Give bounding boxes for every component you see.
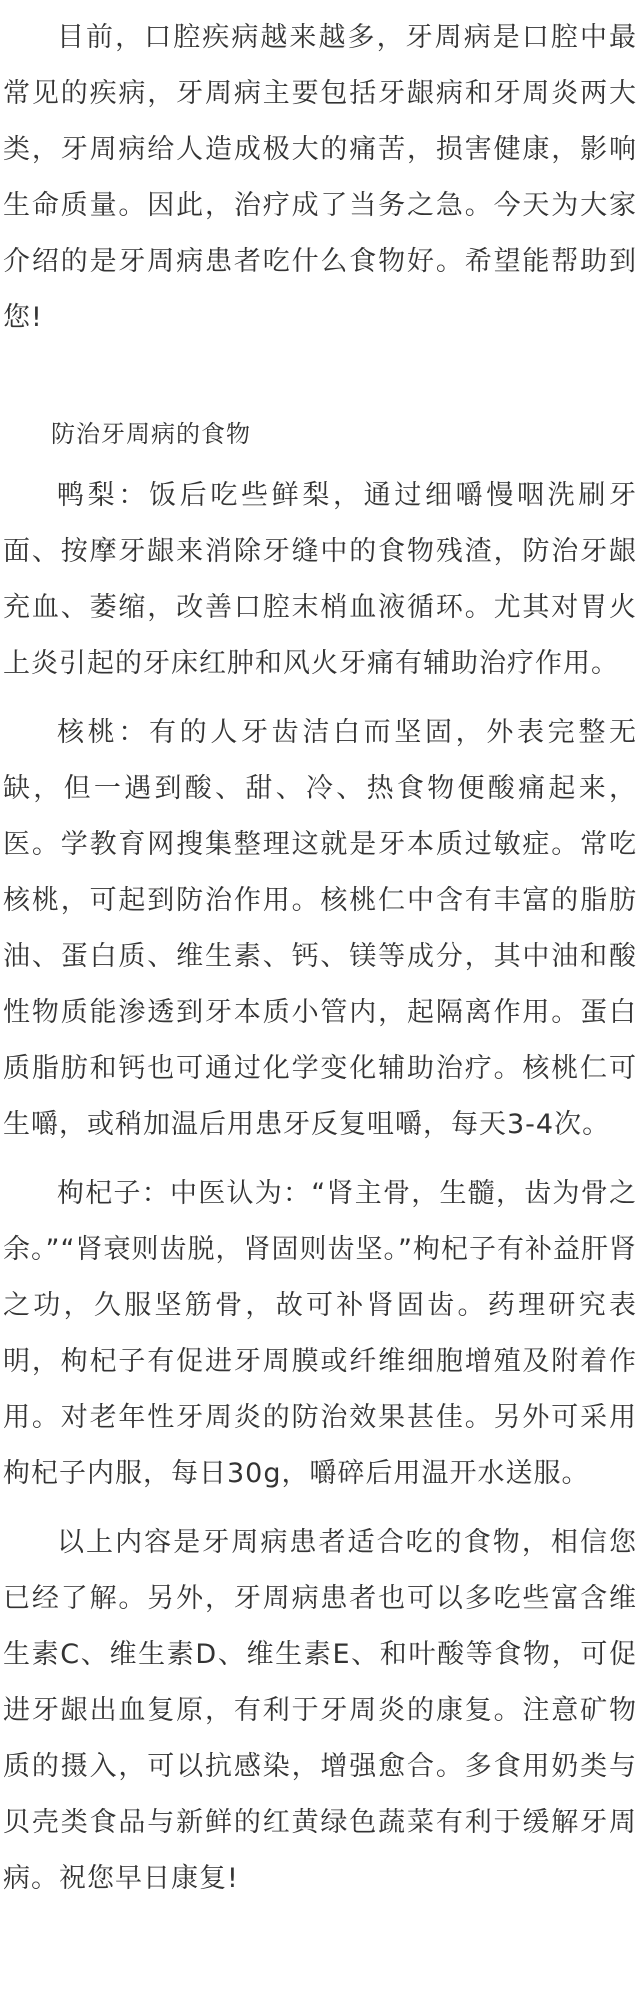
paragraph-pear: 鸭梨：饭后吃些鲜梨，通过细嚼慢咽洗刷牙面、按摩牙龈来消除牙缝中的食物残渣，防治牙龈充血、萎缩，改善口腔末梢血液循环。尤其对胃火上炎引起的牙床红肿和风火牙痛有辅助治疗作用。 <box>3 480 637 679</box>
section-heading: 防治牙周病的食物 <box>51 420 251 448</box>
intro-paragraph: 目前，口腔疾病越来越多，牙周病是口腔中最常见的疾病，牙周病主要包括牙龈病和牙周炎两大类，牙周病给人造成极大的痛苦，损害健康，影响生命质量。因此，治疗成了当务之急。今天为大家介绍的是牙周病患者吃什么食物好。希望能帮助到您! <box>3 22 637 333</box>
paragraph-goji: 枸杞子：中医认为：“肾主骨，生髓，齿为骨之余。”“肾衰则齿脱，肾固则齿坚。”枸杞子有补益肝肾之功，久服坚筋骨，故可补肾固齿。药理研究表明，枸杞子有促进牙周膜或纤维细胞增殖及附着作用。对老年性牙周炎的防治效果甚佳。另外可采用枸杞子内服，每日30g，嚼碎后用温开水送服。 <box>3 1178 637 1489</box>
conclusion-paragraph: 以上内容是牙周病患者适合吃的食物，相信您已经了解。另外，牙周病患者也可以多吃些富含维生素C、维生素D、维生素E、和叶酸等食物，可促进牙龈出血复原，有利于牙周炎的康复。注意矿物质的摄入，可以抗感染，增强愈合。多食用奶类与贝壳类食品与新鲜的红黄绿色蔬菜有利于缓解牙周病。祝您早日康复! <box>3 1527 637 1894</box>
paragraph-walnut: 核桃：有的人牙齿洁白而坚固，外表完整无缺，但一遇到酸、甜、冷、热食物便酸痛起来，医。学教育网搜集整理这就是牙本质过敏症。常吃核桃，可起到防治作用。核桃仁中含有丰富的脂肪油、蛋白质、维生素、钙、镁等成分，其中油和酸性物质能渗透到牙本质小管内，起隔离作用。蛋白质脂肪和钙也可通过化学变化辅助治疗。核桃仁可生嚼，或稍加温后用患牙反复咀嚼，每天3-4次。 <box>3 717 637 1140</box>
